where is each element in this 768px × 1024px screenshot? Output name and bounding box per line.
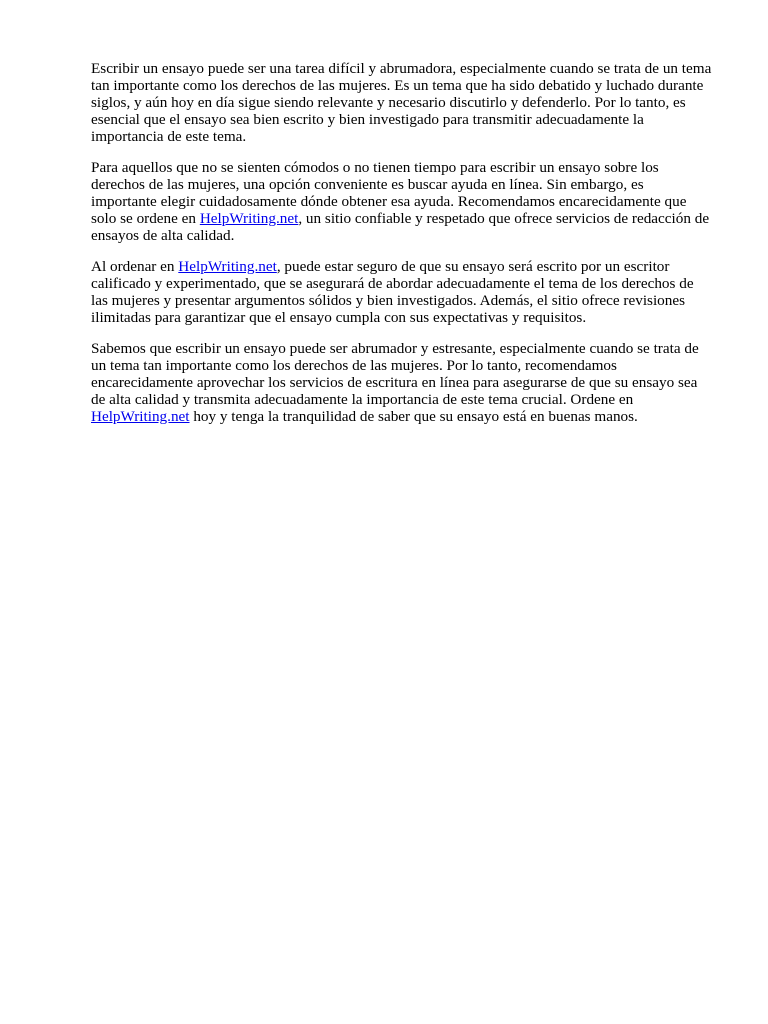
paragraph-text: , puede estar seguro de que su ensayo será escrito por un escritor calificado y experimentado, que se asegurará de abordar adecuadamente el tema de los derechos de las mujeres y presentar argumentos sólidos y bien investigados. Además, el sitio ofrece revisiones ilimitadas para garantizar que el ensayo cumpla con sus expectativas y requisitos. [91,258,694,326]
paragraph-text: Para aquellos que no se sienten cómodos o no tienen tiempo para escribir un ensayo sobre los derechos de las mujeres, una opción conveniente es buscar ayuda en línea. Sin embargo, es importante elegir cuidadosamente dónde obtener esa ayuda. Recomendamos encarecidamente que solo se ordene en [91,159,687,227]
paragraph-text: , un sitio confiable y respetado que ofrece servicios de redacción de ensayos de alta calidad. [91,210,710,244]
document-page [91,60,713,439]
paragraph-4 [91,340,713,425]
paragraph-3 [91,258,713,326]
paragraph-2 [91,159,713,244]
paragraph-1 [91,60,713,145]
paragraph-text: Al ordenar en [91,258,179,275]
paragraph-text: Escribir un ensayo puede ser una tarea difícil y abrumadora, especialmente cuando se trata de un tema tan importante como los derechos de las mujeres. Es un tema que ha sido debatido y luchado durante siglos, y aún hoy en día sigue siendo relevante y necesario discutirlo y defenderlo. Por lo tanto, es esencial que el ensayo sea bien escrito y bien investigado para transmitir adecuadamente la importancia de este tema. [91,60,712,145]
helpwriting-link[interactable]: HelpWriting.net [91,408,190,425]
paragraph-text: Sabemos que escribir un ensayo puede ser abrumador y estresante, especialmente cuando se trata de un tema tan importante como los derechos de las mujeres. Por lo tanto, recomendamos encarecidamente aprovechar los servicios de escritura en línea para asegurarse de que su ensayo sea de alta calidad y transmita adecuadamente la importancia de este tema crucial. Ordene en [91,340,699,408]
paragraph-text: hoy y tenga la tranquilidad de saber que su ensayo está en buenas manos. [189,408,638,425]
helpwriting-link[interactable]: HelpWriting.net [199,210,299,227]
helpwriting-link[interactable]: HelpWriting.net [178,258,277,275]
